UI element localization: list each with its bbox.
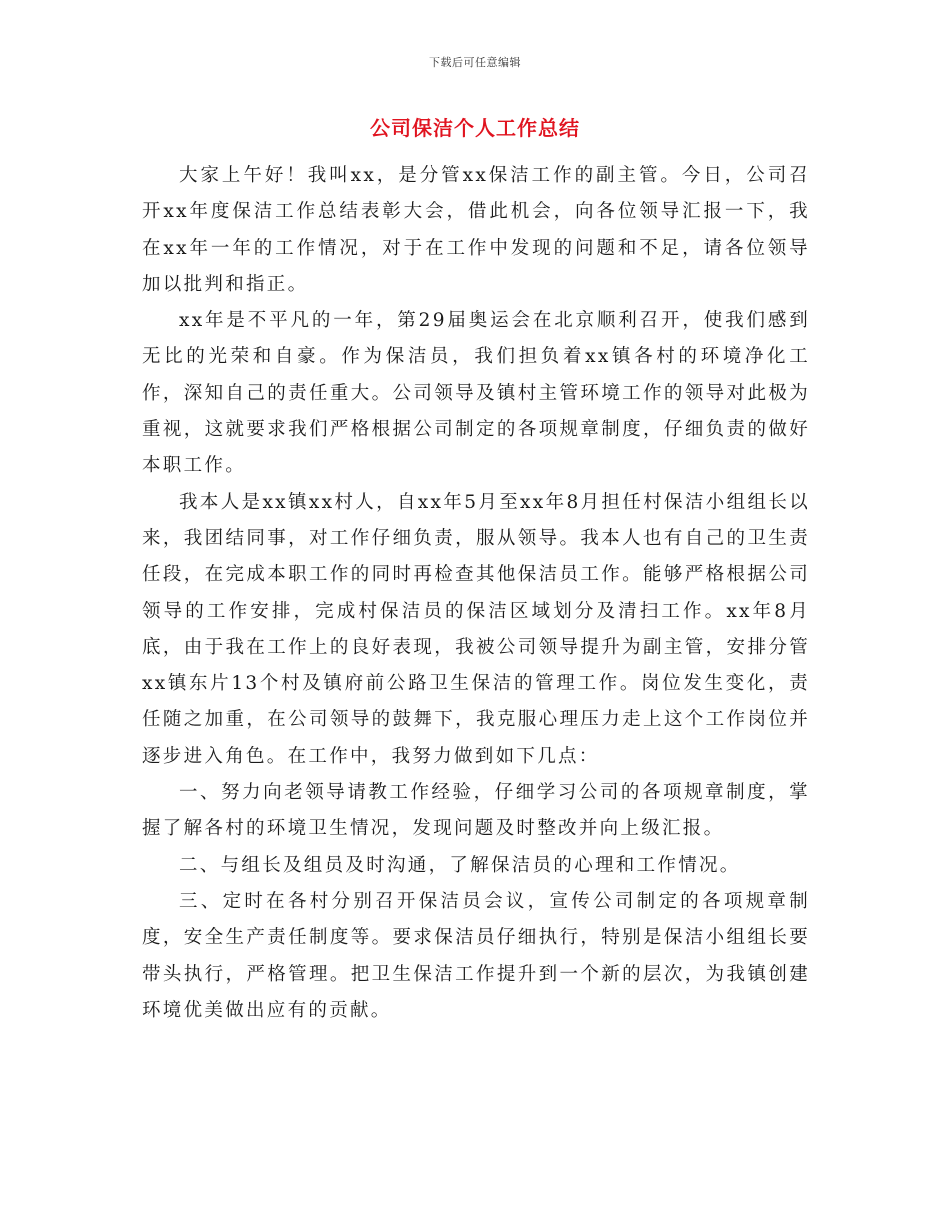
document-body — [142, 158, 810, 1029]
paragraph-point-three: 三、定时在各村分别召开保洁员会议，宣传公司制定的各项规章制度，安全生产责任制度等。要求保洁员仔细执行，特别是保洁小组组长要带头执行，严格管理。把卫生保洁工作提升到一个新的层次，为我镇创建环境优美做出应有的贡献。 — [142, 890, 810, 1021]
paragraph-year-context: xx年是不平凡的一年，第29届奥运会在北京顺利召开，使我们感到无比的光荣和自豪。作为保洁员，我们担负着xx镇各村的环境净化工作，深知自己的责任重大。公司领导及镇村主管环境工作的领导对此极为重视，这就要求我们严格根据公司制定的各项规章制度，仔细负责的做好本职工作。 — [142, 310, 810, 477]
paragraph-greeting: 大家上午好！我叫xx，是分管xx保洁工作的副主管。今日，公司召开xx年度保洁工作总结表彰大会，借此机会，向各位领导汇报一下，我在xx年一年的工作情况，对于在工作中发现的问题和不足，请各位领导加以批判和指正。 — [142, 165, 810, 295]
header-note: 下载后可任意编辑 — [429, 56, 521, 69]
paragraph-point-one: 一、努力向老领导请教工作经验，仔细学习公司的各项规章制度，掌握了解各村的环境卫生情况，发现问题及时整改并向上级汇报。 — [142, 782, 810, 840]
paragraph-personal-background: 我本人是xx镇xx村人，自xx年5月至xx年8月担任村保洁小组组长以来，我团结同事，对工作仔细负责，服从领导。我本人也有自己的卫生责任段，在完成本职工作的同时再检查其他保洁员工作。能够严格根据公司领导的工作安排，完成村保洁员的保洁区域划分及清扫工作。xx年8月底，由于我在工作上的良好表现，我被公司领导提升为副主管，安排分管xx镇东片13个村及镇府前公路卫生保洁的管理工作。岗位发生变化，责任随之加重，在公司领导的鼓舞下，我克服心理压力走上这个工作岗位并逐步进入角色。在工作中，我努力做到如下几点： — [142, 491, 810, 767]
document-title: 公司保洁个人工作总结 — [370, 116, 580, 140]
paragraph-point-two: 二、与组长及组员及时沟通，了解保洁员的心理和工作情况。 — [179, 854, 741, 876]
